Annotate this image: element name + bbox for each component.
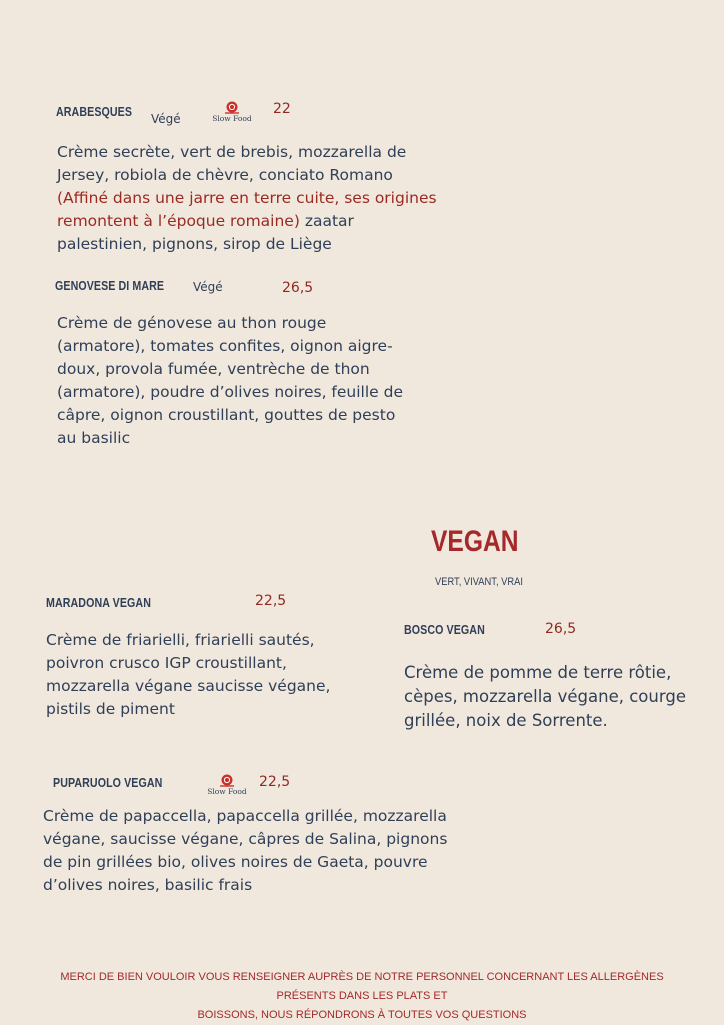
item-description-maradona: Crème de friarielli, friarielli sautés, poivron crusco IGP croustillant, mozzarella végane saucisse végane, pistils de piment [46,631,331,718]
item-tag-vege: Végé [193,280,223,294]
item-description-bosco: Crème de pomme de terre rôtie, cèpes, mozzarella végane, courge grillée, noix de Sorrente. [404,663,686,730]
item-description-arabesques [57,141,437,256]
slow-food-logo [203,774,251,796]
item-title-arabesques: ARABESQUES [56,104,133,119]
description-highlight: (Affiné dans une jarre en terre cuite, ses origines remontent à l’époque romaine) [57,189,437,230]
allergen-notice [42,968,682,1025]
item-description-genovese: Crème de génovese au thon rouge (armatore), tomates confites, oignon aigre-doux, provola fumée, ventrèche de thon (armatore), poudre d’olives noires, feuille de câpre, oignon croustillant, gouttes de pesto au basilic [57,314,404,447]
allergen-notice-line: BOISSONS, NOUS RÉPONDRONS À TOUTES VOS QUESTIONS [197,1009,527,1021]
allergen-notice-line: MERCI DE BIEN VOULOIR VOUS RENSEIGNER AUPRÈS DE NOTRE PERSONNEL CONCERNANT LES ALLERGÈNES PRÉSENTS DANS LES PLATS ET [60,971,664,1002]
item-price-puparuolo: 22,5 [259,774,291,790]
item-title-genovese: GENOVESE DI MARE [55,278,165,293]
description-text: Crème secrète, vert de brebis, mozzarella de Jersey, robiola de chèvre, conciato Romano [57,143,407,184]
snail-icon [219,774,235,787]
item-title-bosco: BOSCO VEGAN [404,622,485,637]
item-title-maradona: MARADONA VEGAN [46,595,151,610]
item-price-maradona: 22,5 [255,593,287,609]
item-description-puparuolo: Crème de papaccella, papaccella grillée, mozzarella végane, saucisse végane, câpres de Salina, pignons de pin grillées bio, olives noires de Gaeta, pouvre d’olives noires, basilic frais [43,807,448,894]
section-title-vegan: VEGAN [431,525,519,558]
item-title-puparuolo: PUPARUOLO VEGAN [53,775,163,790]
slow-food-label: Slow Food [212,114,252,123]
item-price-arabesques: 22 [273,101,291,117]
slow-food-logo [208,101,256,123]
item-price-bosco: 26,5 [545,621,577,637]
description-text: zaatar palestinien, pignons, sirop de Liège [57,212,354,253]
item-tag-vege: Végé [151,112,181,126]
slow-food-label: Slow Food [207,787,247,796]
item-price-genovese: 26,5 [282,280,314,296]
snail-icon [224,101,240,114]
section-subtitle-vegan: VERT, VIVANT, VRAI [435,576,523,588]
